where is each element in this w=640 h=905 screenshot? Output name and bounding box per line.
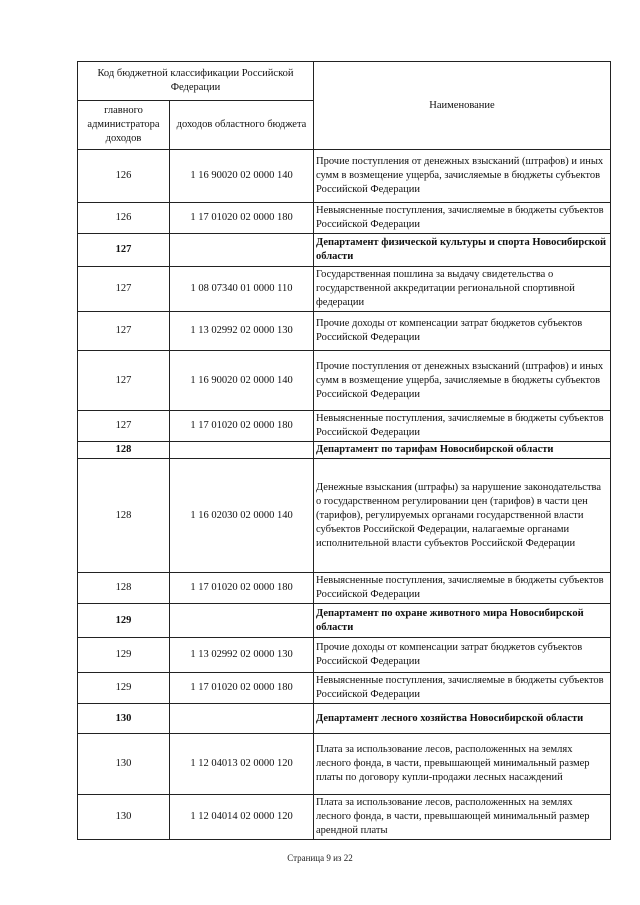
income-code-cell: 1 16 90020 02 0000 140 xyxy=(170,150,314,203)
name-cell: Государственная пошлина за выдачу свидетельства о государственной аккредитации региональной спортивной федерации xyxy=(314,267,611,312)
name-cell: Департамент по охране животного мира Новосибирской области xyxy=(314,604,611,638)
income-code-cell: 1 12 04014 02 0000 120 xyxy=(170,795,314,840)
name-cell: Невыясненные поступления, зачисляемые в бюджеты субъектов Российской Федерации xyxy=(314,411,611,442)
table-row xyxy=(78,203,611,234)
header-income: доходов областного бюджета xyxy=(170,101,314,150)
name-cell: Прочие поступления от денежных взысканий (штрафов) и иных сумм в возмещение ущерба, зачисляемые в бюджеты субъектов Российской Федерации xyxy=(314,351,611,411)
income-code-cell: 1 17 01020 02 0000 180 xyxy=(170,411,314,442)
admin-code-cell: 130 xyxy=(78,795,170,840)
table-row xyxy=(78,573,611,604)
department-row xyxy=(78,604,611,638)
income-code-cell: 1 17 01020 02 0000 180 xyxy=(170,203,314,234)
table-row xyxy=(78,795,611,840)
name-cell: Прочие доходы от компенсации затрат бюджетов субъектов Российской Федерации xyxy=(314,638,611,673)
header-admin: главного администратора доходов xyxy=(78,101,170,150)
income-code-cell: 1 17 01020 02 0000 180 xyxy=(170,673,314,704)
name-cell: Невыясненные поступления, зачисляемые в бюджеты субъектов Российской Федерации xyxy=(314,573,611,604)
department-row xyxy=(78,234,611,267)
table-body xyxy=(78,150,611,840)
table-row xyxy=(78,638,611,673)
name-cell: Плата за использование лесов, расположенных на землях лесного фонда, в части, превышающей минимальный размер платы по договору купли-продажи лесных насаждений xyxy=(314,734,611,795)
income-code-cell xyxy=(170,604,314,638)
admin-code-cell: 129 xyxy=(78,604,170,638)
name-cell: Плата за использование лесов, расположенных на землях лесного фонда, в части, превышающей минимальный размер арендной платы xyxy=(314,795,611,840)
income-code-cell xyxy=(170,704,314,734)
name-cell: Департамент лесного хозяйства Новосибирской области xyxy=(314,704,611,734)
admin-code-cell: 130 xyxy=(78,734,170,795)
admin-code-cell: 129 xyxy=(78,673,170,704)
admin-code-cell: 129 xyxy=(78,638,170,673)
table-header xyxy=(78,62,611,150)
income-code-cell: 1 12 04013 02 0000 120 xyxy=(170,734,314,795)
income-code-cell: 1 17 01020 02 0000 180 xyxy=(170,573,314,604)
department-row xyxy=(78,442,611,459)
table-row xyxy=(78,267,611,312)
name-cell: Невыясненные поступления, зачисляемые в бюджеты субъектов Российской Федерации xyxy=(314,203,611,234)
admin-code-cell: 128 xyxy=(78,459,170,573)
name-cell: Департамент по тарифам Новосибирской области xyxy=(314,442,611,459)
header-group-title: Код бюджетной классификации Российской Федерации xyxy=(78,62,314,101)
header-name: Наименование xyxy=(314,62,611,150)
page-number: Страница 9 из 22 xyxy=(287,853,353,863)
name-cell: Денежные взыскания (штрафы) за нарушение законодательства о государственном регулировании цен (тарифов) в части цен (тарифов), регулируемых органами государственной власти субъектов Российской Федерации, налагаемые органами исполнительной власти субъектов Российской Федерации xyxy=(314,459,611,573)
admin-code-cell: 130 xyxy=(78,704,170,734)
income-code-cell xyxy=(170,442,314,459)
name-cell: Прочие доходы от компенсации затрат бюджетов субъектов Российской Федерации xyxy=(314,312,611,351)
admin-code-cell: 127 xyxy=(78,234,170,267)
income-code-cell: 1 16 02030 02 0000 140 xyxy=(170,459,314,573)
table-row xyxy=(78,312,611,351)
table-row xyxy=(78,459,611,573)
table-row xyxy=(78,351,611,411)
admin-code-cell: 127 xyxy=(78,411,170,442)
admin-code-cell: 127 xyxy=(78,312,170,351)
income-code-cell: 1 13 02992 02 0000 130 xyxy=(170,638,314,673)
income-code-cell: 1 08 07340 01 0000 110 xyxy=(170,267,314,312)
budget-classification-table xyxy=(77,61,611,840)
admin-code-cell: 127 xyxy=(78,351,170,411)
income-code-cell: 1 13 02992 02 0000 130 xyxy=(170,312,314,351)
table-row xyxy=(78,150,611,203)
name-cell: Прочие поступления от денежных взысканий (штрафов) и иных сумм в возмещение ущерба, зачисляемые в бюджеты субъектов Российской Федерации xyxy=(314,150,611,203)
table-row xyxy=(78,673,611,704)
name-cell: Департамент физической культуры и спорта Новосибирской области xyxy=(314,234,611,267)
admin-code-cell: 127 xyxy=(78,267,170,312)
admin-code-cell: 128 xyxy=(78,573,170,604)
department-row xyxy=(78,704,611,734)
admin-code-cell: 126 xyxy=(78,150,170,203)
income-code-cell xyxy=(170,234,314,267)
admin-code-cell: 126 xyxy=(78,203,170,234)
table-row xyxy=(78,734,611,795)
name-cell: Невыясненные поступления, зачисляемые в бюджеты субъектов Российской Федерации xyxy=(314,673,611,704)
income-code-cell: 1 16 90020 02 0000 140 xyxy=(170,351,314,411)
admin-code-cell: 128 xyxy=(78,442,170,459)
table-row xyxy=(78,411,611,442)
